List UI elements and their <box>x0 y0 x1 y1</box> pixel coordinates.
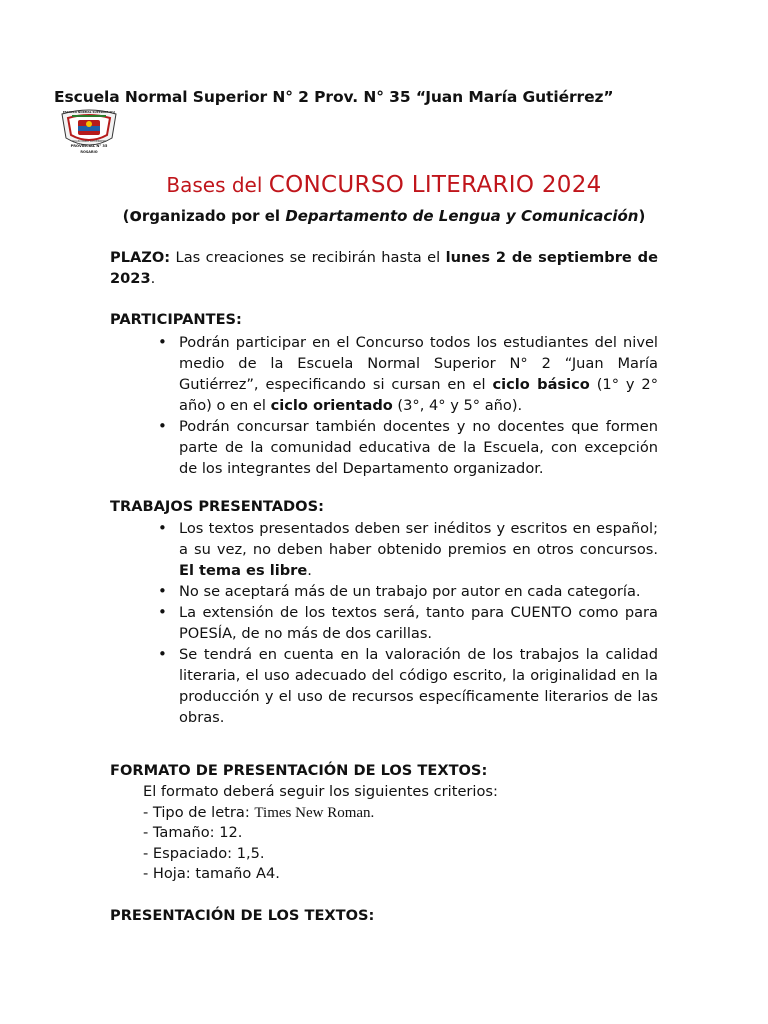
plazo-end: . <box>150 270 156 287</box>
participantes-list <box>110 332 658 479</box>
logo-text-mid: "JUAN MARÍA GUTIÉRREZ" <box>72 140 106 143</box>
participantes-item2-text: Podrán concursar también docentes y no docentes que formen parte de la comunidad educativa de la Escuela, con excepción de los integrantes del Departamento organizador. <box>179 418 658 477</box>
formato-sheet: - Hoja: tamaño A4. <box>143 865 280 882</box>
formato-font-value: Times New Roman. <box>254 804 375 821</box>
document-subtitle <box>0 205 768 226</box>
formato-font-label: - Tipo de letra: <box>143 803 255 821</box>
list-item <box>110 416 658 479</box>
bullet: • <box>158 582 167 600</box>
formato-intro: El formato deberá seguir los siguientes criterios: <box>143 783 498 800</box>
logo-text-top: ESCUELA NORMAL SUPERIOR N°2 <box>62 110 116 114</box>
list-item <box>110 644 658 728</box>
formato-spacing: - Espaciado: 1,5. <box>143 844 265 862</box>
formato-size: - Tamaño: 12. <box>143 824 243 841</box>
document-title <box>0 172 768 198</box>
participantes-item1-text-3: (3°, 4° y 5° año). <box>392 397 523 414</box>
subtitle-rest: rganizado por el <box>141 207 286 225</box>
subtitle-first-letter: o <box>129 205 142 226</box>
trabajos-item1-text: Los textos presentados deben ser inéditos y escritos en español; a su vez, no deben haber obtenido premios en otros concursos. <box>179 520 658 558</box>
trabajos-item2-text: No se aceptará más de un trabajo por autor en cada categoría. <box>179 583 641 600</box>
logo-text-low: PROVINCIAL N° 35 <box>70 144 108 148</box>
ciclo-orientado: ciclo orientado <box>270 397 393 414</box>
subtitle-department: Departamento de Lengua y Comunicación <box>285 207 639 225</box>
trabajos-item3-text: La extensión de los textos será, tanto para CUENTO como para POESÍA, de no más de dos carillas. <box>179 604 658 642</box>
plazo-date: lunes 2 de septiembre de 2023 <box>110 249 659 287</box>
list-item <box>110 581 658 602</box>
bullet: • <box>158 333 167 351</box>
list-item <box>110 602 658 644</box>
formato-font-line <box>143 803 498 824</box>
plazo-paragraph <box>110 247 658 289</box>
list-item <box>110 332 658 416</box>
title-prefix: Bases del <box>166 173 269 197</box>
participantes-heading: PARTICIPANTES: <box>110 311 242 328</box>
list-item <box>110 518 658 581</box>
trabajos-heading: TRABAJOS PRESENTADOS: <box>110 498 324 515</box>
participantes-item1-text-2: (1° y 2° año) o en el <box>179 376 659 414</box>
plazo-label: PLAZO: <box>110 249 171 266</box>
ciclo-basico: ciclo básico <box>492 376 590 393</box>
tema-libre: El tema es libre <box>179 562 308 579</box>
trabajos-item1-end: . <box>307 562 312 579</box>
trabajos-list <box>110 518 658 728</box>
trabajos-item4-text: Se tendrá en cuenta en la valoración de los trabajos la calidad literaria, el uso adecuado del código escrito, la originalidad en la producción y el uso de recursos específicamente literarios de las obras. <box>179 646 658 726</box>
school-logo <box>54 108 124 156</box>
bullet: • <box>158 417 167 435</box>
logo-text-bottom: ROSARIO <box>80 150 98 154</box>
formato-criteria <box>143 782 498 885</box>
subtitle-close: ) <box>638 207 646 225</box>
plazo-text: Las creaciones se recibirán hasta el <box>170 249 446 266</box>
bullet: • <box>158 645 167 663</box>
title-main: CONCURSO LITERARIO 2024 <box>268 172 602 198</box>
subtitle-open: ( <box>122 207 130 225</box>
formato-heading: FORMATO DE PRESENTACIÓN DE LOS TEXTOS: <box>110 762 488 779</box>
participantes-item1-text: Podrán participar en el Concurso todos los estudiantes del nivel medio de la Escuela Normal Superior N° 2 “Juan María Gutiérrez”, especificando si cursan en el <box>179 334 658 393</box>
presentacion-heading: PRESENTACIÓN DE LOS TEXTOS: <box>110 907 375 924</box>
bullet: • <box>158 519 167 537</box>
school-header: Escuela Normal Superior N° 2 Prov. N° 35 “Juan María Gutiérrez” <box>54 88 614 106</box>
bullet: • <box>158 603 167 621</box>
